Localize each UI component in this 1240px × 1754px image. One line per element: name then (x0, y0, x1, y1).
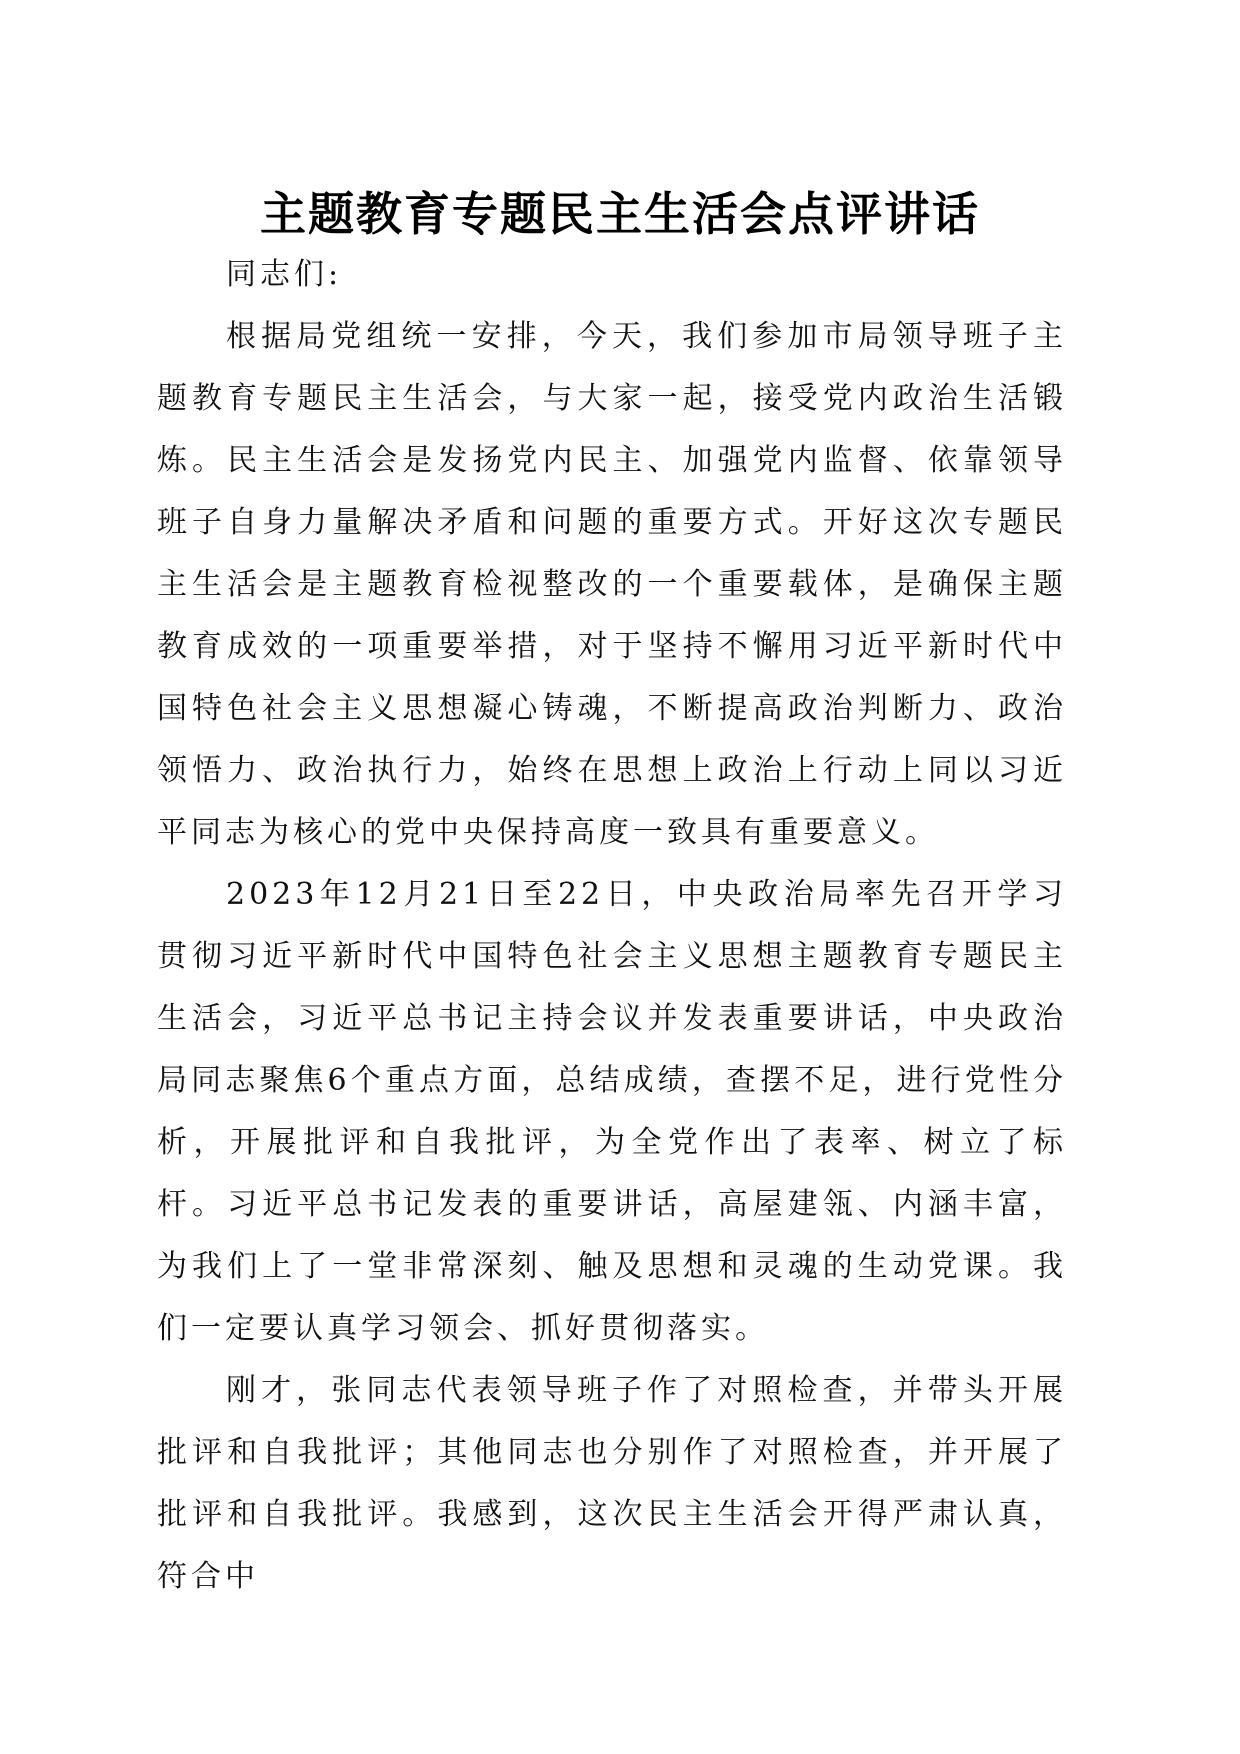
paragraph-3: 刚才，张同志代表领导班子作了对照检查，并带头开展批评和自我批评；其他同志也分别作了对照检查，并开展了批评和自我批评。我感到，这次民主生活会开得严肃认真，符合中 (157, 1373, 1067, 1594)
salutation: 同志们: (226, 257, 343, 292)
paragraph-1: 根据局党组统一安排，今天，我们参加市局领导班子主题教育专题民主生活会，与大家一起，接受党内政治生活锻炼。民主生活会是发扬党内民主、加强党内监督、依靠领导班子自身力量解决矛盾和问题的重要方式。开好这次专题民主生活会是主题教育检视整改的一个重要载体，是确保主题教育成效的一项重要举措，对于坚持不懈用习近平新时代中国特色社会主义思想凝心铸魂，不断提高政治判断力、政治领悟力、政治执行力，始终在思想上政治上行动上同以习近平同志为核心的党中央保持高度一致具有重要意义。 (157, 319, 1067, 850)
document-body (157, 244, 1067, 1608)
paragraph-2: 2023年12月21日至22日，中央政治局率先召开学习贯彻习近平新时代中国特色社会主义思想主题教育专题民主生活会，习近平总书记主持会议并发表重要讲话，中央政治局同志聚焦6个重点方面，总结成绩，查摆不足，进行党性分析，开展批评和自我批评，为全党作出了表率、树立了标杆。习近平总书记发表的重要讲话，高屋建瓴、内涵丰富，为我们上了一堂非常深刻、触及思想和灵魂的生动党课。我们一定要认真学习领会、抓好贯彻落实。 (157, 877, 1067, 1346)
document-title: 主题教育专题民主生活会点评讲话 (260, 187, 980, 241)
